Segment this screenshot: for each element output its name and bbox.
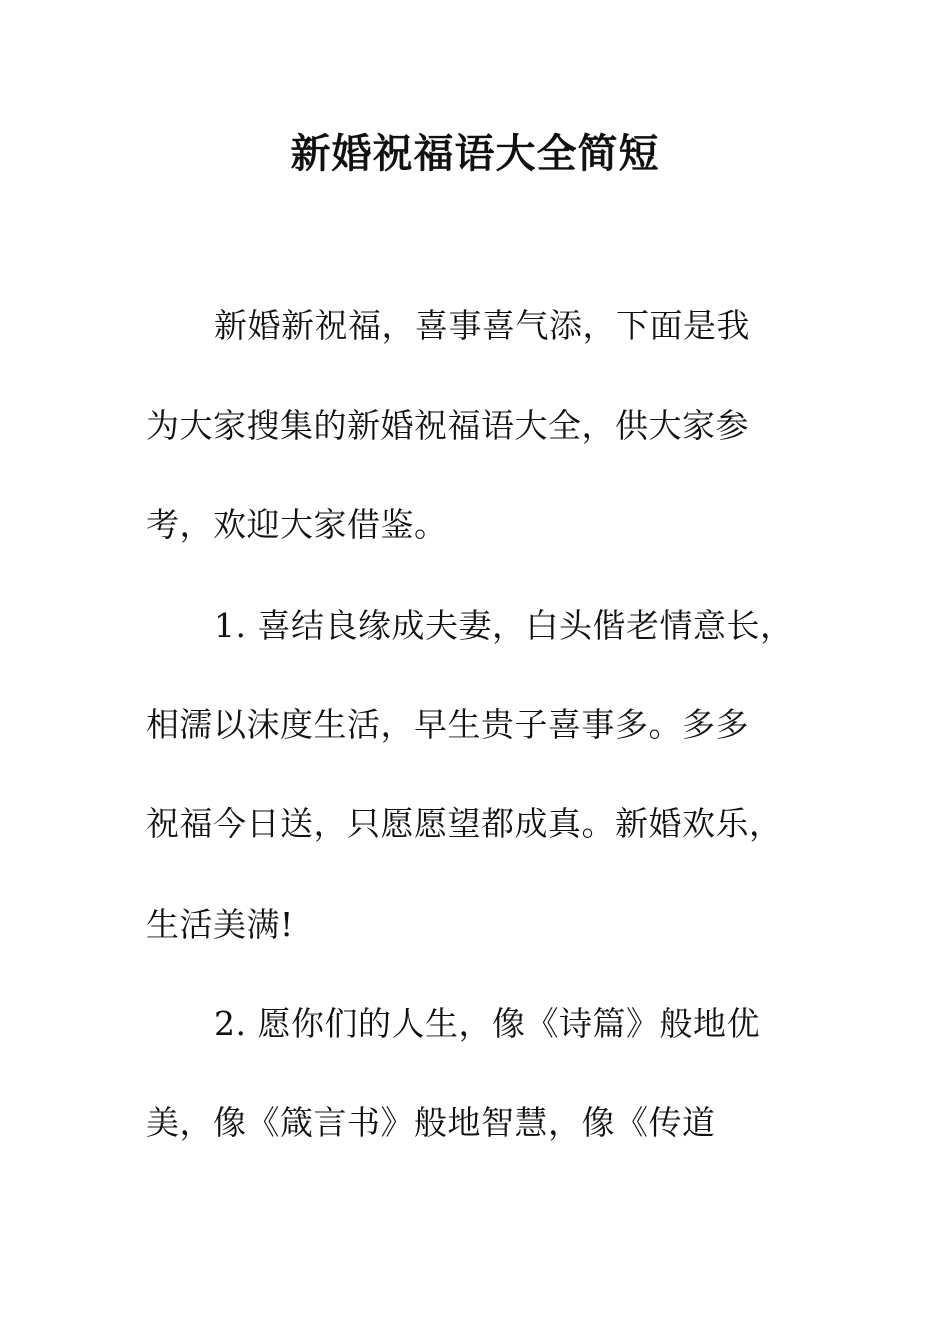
list-item-line: 1. 喜结良缘成夫妻，白头偕老情意长， (214, 606, 794, 645)
paragraph-line: 美，像《箴言书》般地智慧，像《传道 (146, 1103, 716, 1142)
paragraph-line: 相濡以沫度生活，早生贵子喜事多。多多 (146, 705, 749, 744)
paragraph-line: 新婚新祝福，喜事喜气添，下面是我 (214, 306, 750, 345)
paragraph-line: 生活美满! (146, 905, 294, 944)
document-title: 新婚祝福语大全简短 (290, 130, 660, 177)
list-item-line: 2. 愿你们的人生，像《诗篇》般地优 (214, 1004, 760, 1043)
paragraph-line: 为大家搜集的新婚祝福语大全，供大家参 (146, 406, 749, 445)
paragraph-line: 考，欢迎大家借鉴。 (146, 505, 448, 544)
paragraph-line: 祝福今日送，只愿愿望都成真。新婚欢乐， (146, 804, 783, 843)
